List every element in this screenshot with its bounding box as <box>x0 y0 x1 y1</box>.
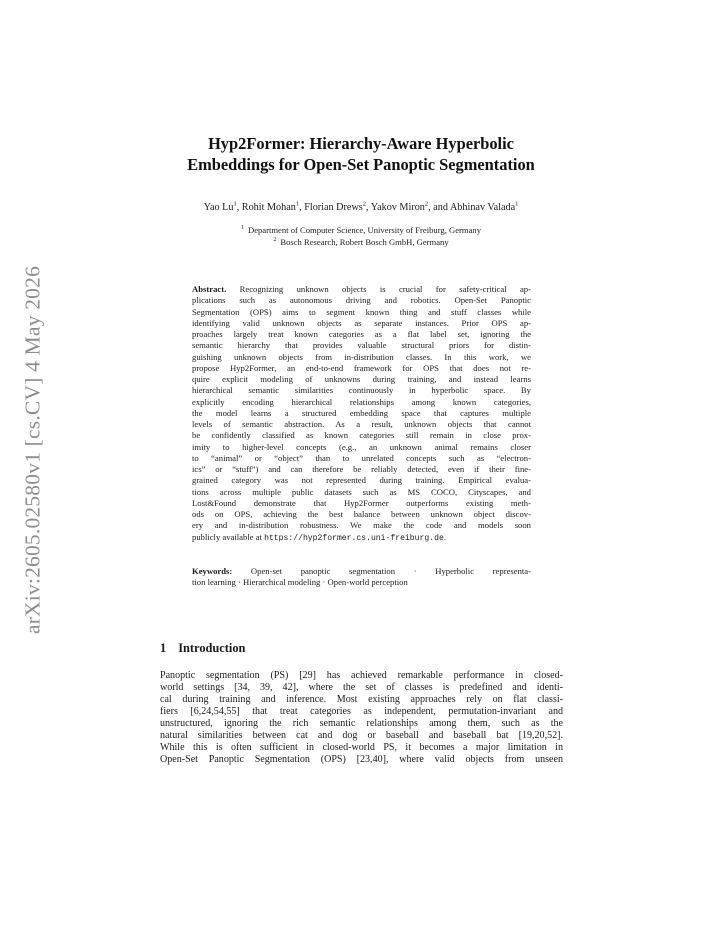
body-line: While this is often sufficient in closed-world PS, it becomes a major limitation in <box>160 742 563 754</box>
author-affiliation-mark: 1 <box>295 200 300 208</box>
affiliation-item <box>150 224 572 236</box>
abstract-line: Lost&Found demonstrate that Hyp2Former outperforms existing meth- <box>192 497 531 508</box>
paper-title-line-2: Embeddings for Open-Set Panoptic Segmentation <box>187 155 535 174</box>
abstract-line <box>192 284 531 295</box>
keywords-line: tion learning · Hierarchical modeling · Open-world perception <box>192 577 408 588</box>
abstract-line: the model learns a structured embedding space that captures multiple <box>192 407 531 418</box>
keywords-line <box>192 566 531 577</box>
abstract-line: hierarchical semantic similarities continuously in hyperbolic space. By <box>192 385 531 396</box>
abstract-line: ery and in-distribution robustness. We make the code and models soon <box>192 520 531 531</box>
body-line: cal during training and inference. Most existing approaches rely on flat classi- <box>160 694 563 706</box>
abstract-line: identifying valid unknown objects as separate instances. Prior OPS ap- <box>192 317 531 328</box>
affiliation-item <box>150 236 572 248</box>
author-list <box>150 201 572 214</box>
body-line: Panoptic segmentation (PS) [29] has achieved remarkable performance in closed- <box>160 670 563 681</box>
abstract-line: tions across multiple public datasets such as MS COCO, Cityscapes, and <box>192 486 531 497</box>
author-separator: , <box>236 202 242 213</box>
abstract-line: proaches largely treat known categories as a flat label set, ignoring the <box>192 329 531 339</box>
abstract-text: Recognizing unknown objects is crucial for safety-critical ap- <box>226 284 531 294</box>
abstract-line: ods on OPS, achieving the best balance between unknown object discov- <box>192 509 531 519</box>
abstract-line: plications such as autonomous driving and robotics. Open-Set Panoptic <box>192 295 531 306</box>
abstract-line: quire explicit modeling of unknowns during training, and instead learns <box>192 374 531 384</box>
section-title: Introduction <box>178 641 246 655</box>
abstract-text: . <box>443 531 446 542</box>
abstract-line: Segmentation (OPS) aims to segment known thing and stuff classes while <box>192 306 531 317</box>
abstract-line: grained category was not represented during training. Empirical evalua- <box>192 475 531 486</box>
abstract-line: be confidently classified as known categories still remain in close prox- <box>192 430 531 441</box>
keywords-text: Open-set panoptic segmentation · Hyperbolic representa- <box>232 566 531 576</box>
project-url-link[interactable]: https://hyp2former.cs.uni-freiburg.de <box>264 533 444 543</box>
author-affiliation-mark: 2 <box>362 200 367 208</box>
author-affiliation-mark: 2 <box>424 200 429 208</box>
body-line: fiers [6,24,54,55] that treat categories as independent, permutation-invariant and <box>160 706 563 718</box>
section-heading <box>160 641 245 656</box>
body-line: world settings [34, 39, 42], where the set of classes is predefined and identi- <box>160 682 563 694</box>
body-line: Open-Set Panoptic Segmentation (OPS) [23,40], where valid objects from unseen <box>160 754 563 766</box>
section-number: 1 <box>160 641 167 655</box>
author-affiliation-mark: 1 <box>515 200 519 208</box>
author-separator: , <box>299 202 305 213</box>
author-name: Yakov Miron <box>370 202 425 213</box>
affiliation-text: Bosch Research, Robert Bosch GmbH, Germany <box>280 237 449 247</box>
author-name: Rohit Mohan <box>241 202 296 213</box>
abstract-line: ics” or “stuff”) and can therefore be reliably detected, even if their fine- <box>192 464 531 474</box>
author-affiliation-mark: 1 <box>233 200 237 208</box>
paper-title <box>150 133 572 175</box>
author-name: Yao Lu <box>203 202 234 213</box>
arxiv-identifier-stamp: arXiv:2605.02580v1 [cs.CV] 4 May 2026 <box>20 265 45 635</box>
affiliation-list <box>150 224 572 248</box>
abstract-line: propose Hyp2Former, an end-to-end framework for OPS that does not re- <box>192 362 531 373</box>
abstract-line: guishing unknown objects from in-distribution classes. In this work, we <box>192 351 531 362</box>
body-line: unstructured, ignoring the rich semantic relationships among them, such as the <box>160 718 563 730</box>
paper-title-line-1: Hyp2Former: Hierarchy-Aware Hyperbolic <box>208 134 514 153</box>
affiliation-number: 2 <box>273 237 277 244</box>
abstract-line: to “animal” or “object” than to unrelated concepts such as “electron- <box>192 452 531 463</box>
introduction-body <box>160 670 563 766</box>
abstract-label: Abstract. <box>192 284 227 294</box>
abstract-line: semantic hierarchy that provides valuable structural priors for distin- <box>192 340 531 351</box>
abstract-line: imity to higher-level concepts (e.g., an unknown animal remains closer <box>192 441 531 452</box>
abstract-line: levels of semantic abstraction. As a result, unknown objects that cannot <box>192 419 531 429</box>
keywords <box>192 566 531 589</box>
abstract-line: explicitly encoding hierarchical relationships among known categories, <box>192 396 531 407</box>
author-separator: , and <box>428 202 450 213</box>
body-line: natural similarities between cat and dog or baseball and baseball bat [19,20,52]. <box>160 730 563 742</box>
abstract-line <box>192 532 531 544</box>
author-name: Florian Drews <box>304 202 363 213</box>
author-separator: , <box>366 202 371 213</box>
keywords-label: Keywords: <box>192 566 233 576</box>
affiliation-text: Department of Computer Science, University of Freiburg, Germany <box>247 225 481 235</box>
author-name: Abhinav Valada <box>449 202 516 213</box>
affiliation-number: 1 <box>240 225 244 232</box>
abstract <box>192 284 531 544</box>
abstract-text: publicly available at <box>192 531 265 542</box>
